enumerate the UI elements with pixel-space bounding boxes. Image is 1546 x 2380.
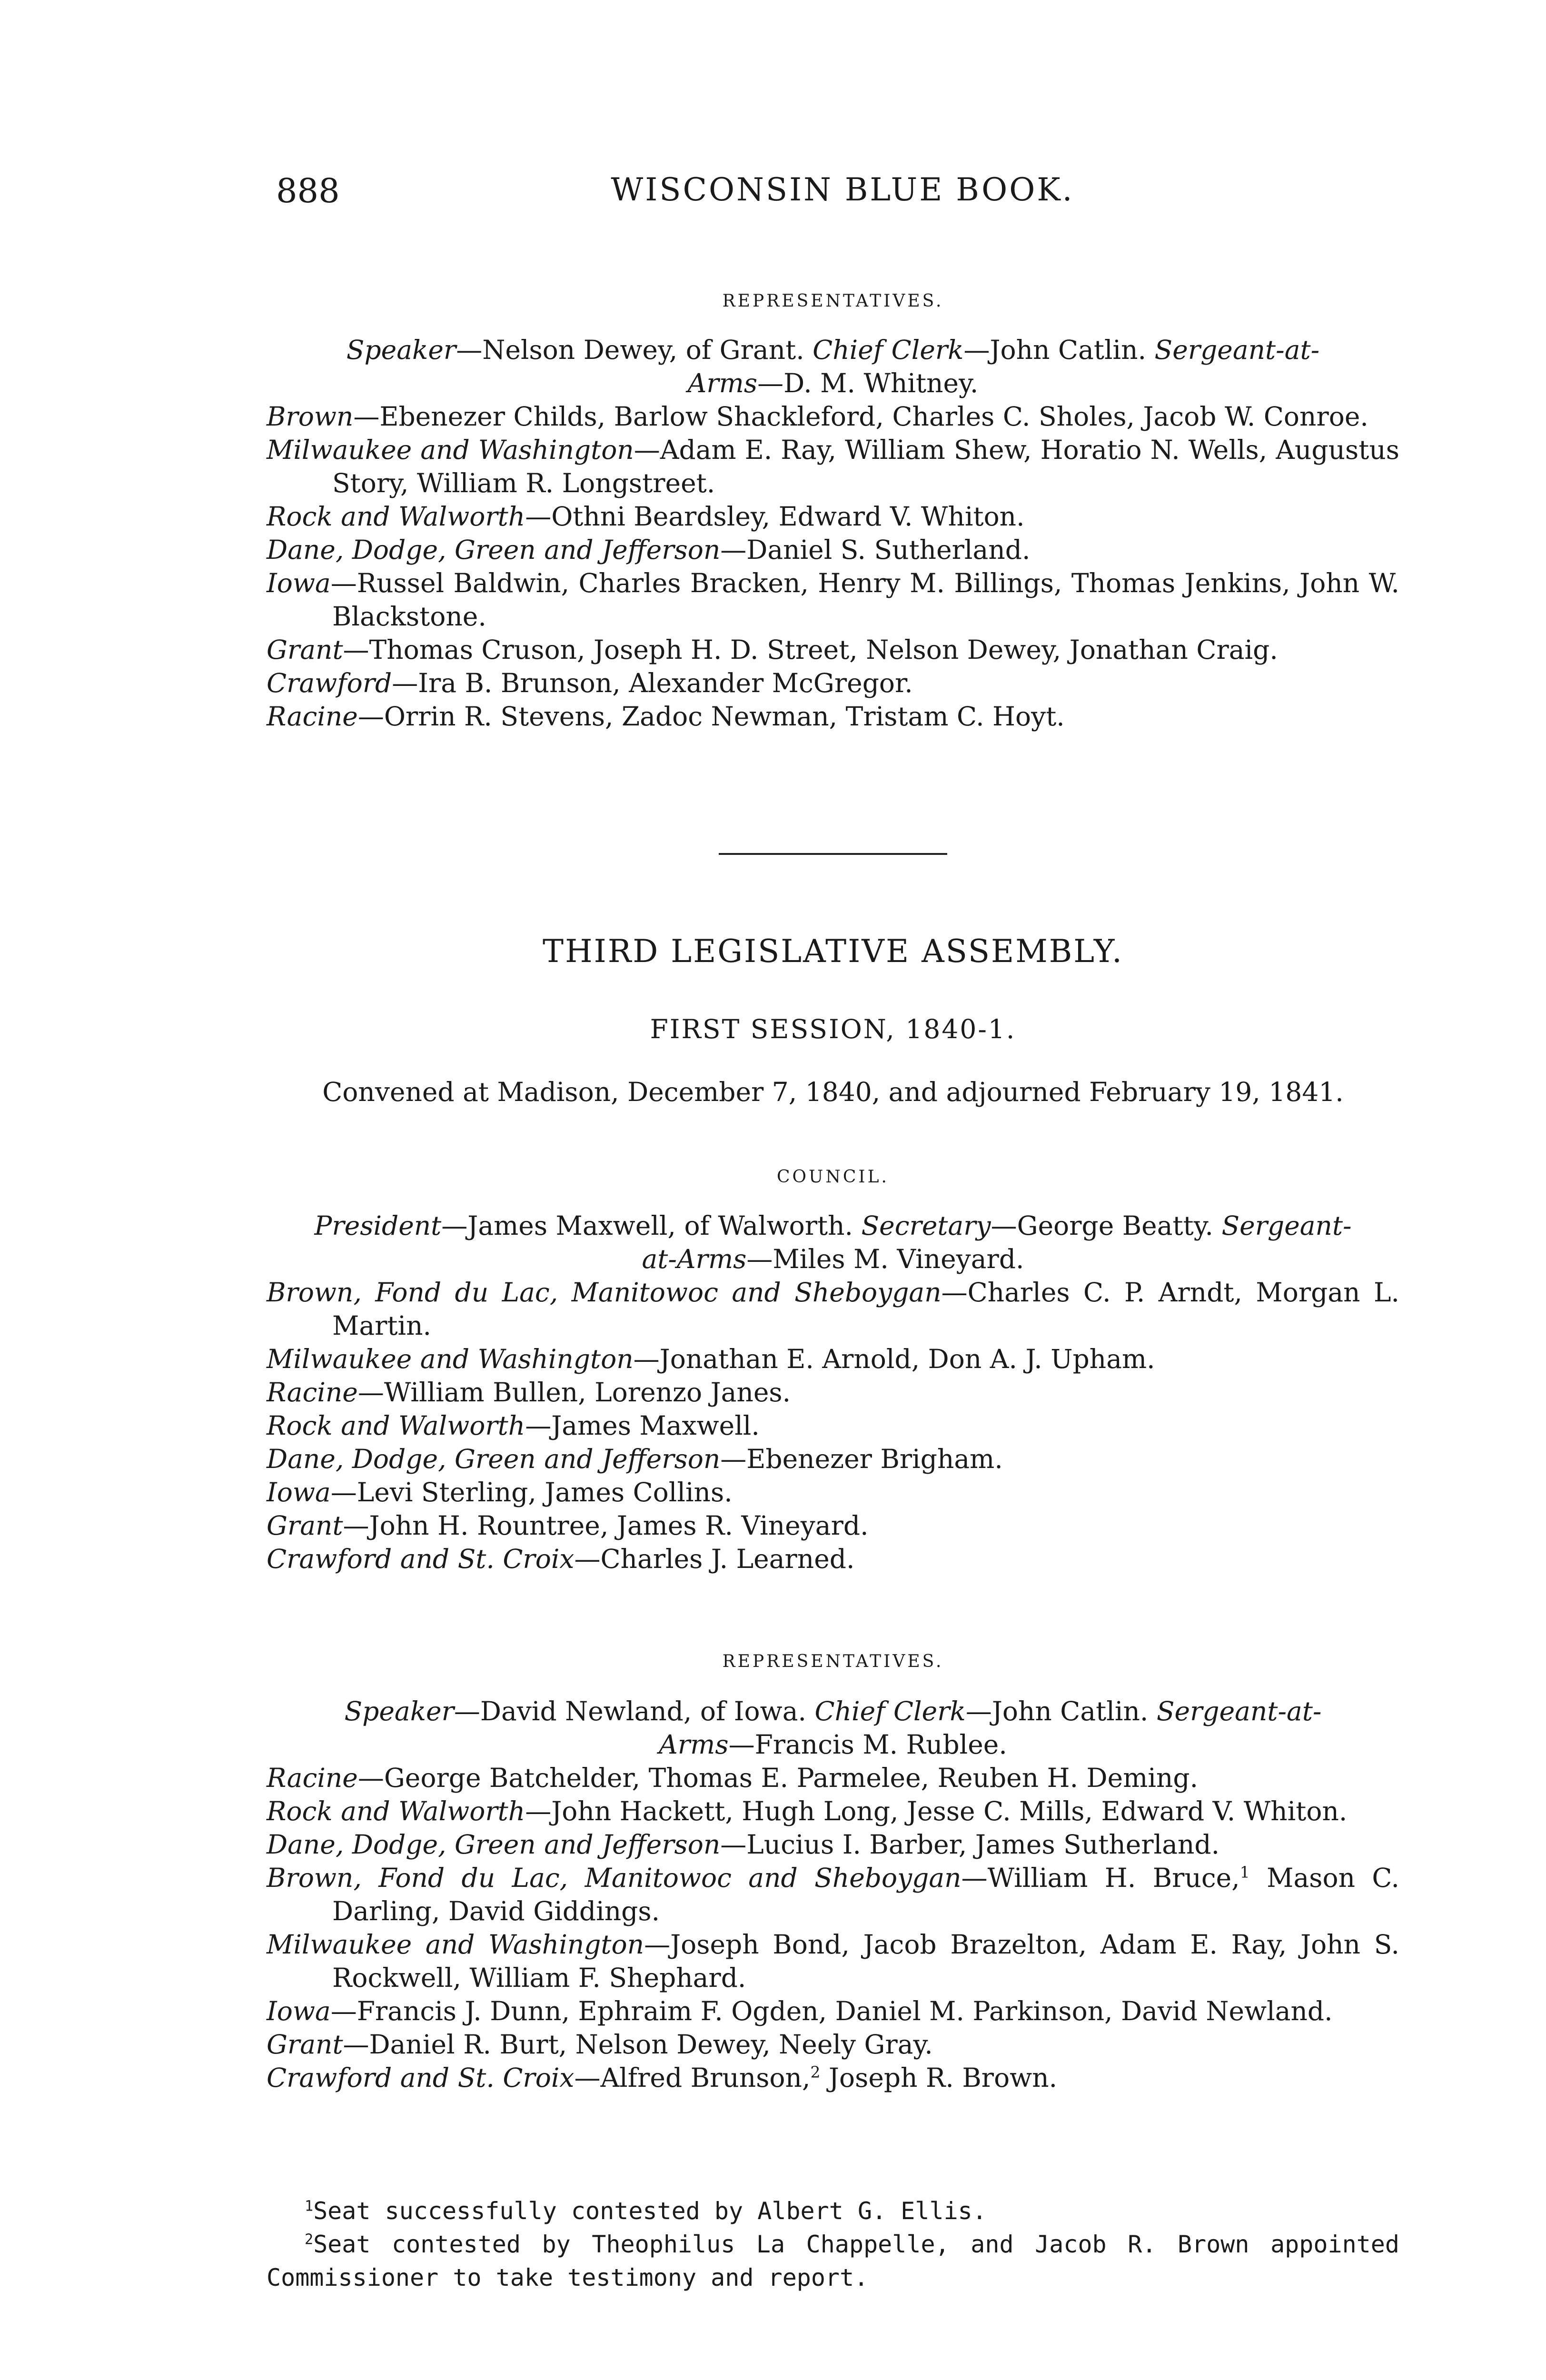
member-names: —John Hackett, Hugh Long, Jesse C. Mills, Edward V. Whiton. <box>525 1796 1348 1826</box>
secretary-label: Secretary <box>861 1210 991 1241</box>
district-entry <box>267 700 1399 733</box>
district-name: Crawford <box>267 668 392 698</box>
member-names: —Ebenezer Brigham. <box>720 1444 1003 1474</box>
member-names: —George Batchelder, Thomas E. Parmelee, Reuben H. Deming. <box>357 1763 1199 1793</box>
footnotes <box>267 2194 1399 2294</box>
member-names: —Charles C. P. Arndt, Morgan L. Martin. <box>332 1277 1399 1341</box>
district-name: Iowa <box>267 568 331 598</box>
speaker-name: —Nelson Dewey, of Grant. <box>456 335 813 365</box>
member-names: —Charles J. Learned. <box>574 1544 855 1574</box>
district-name: Brown, Fond du Lac, Manitowoc and Sheboygan <box>267 1277 941 1308</box>
footnote-text: Seat successfully contested by Albert G. Ellis. <box>313 2197 987 2225</box>
sergeant-name: —Miles M. Vineyard. <box>746 1244 1024 1274</box>
page-number: 888 <box>276 171 340 210</box>
district-entry <box>267 566 1399 633</box>
officers-line <box>267 333 1399 400</box>
member-names-cont: Joseph R. Brown. <box>820 2063 1058 2093</box>
district-name: Rock and Walworth <box>267 501 525 532</box>
member-names: —Ebenezer Childs, Barlow Shackleford, Charles C. Sholes, Jacob W. Conroe. <box>353 401 1368 432</box>
member-names: —William H. Bruce, <box>961 1863 1240 1893</box>
district-entry <box>267 433 1399 500</box>
district-name: Grant <box>267 2029 343 2060</box>
district-entry <box>267 1828 1399 1861</box>
district-name: Rock and Walworth <box>267 1410 525 1441</box>
member-names: —Othni Beardsley, Edward V. Whiton. <box>525 501 1025 532</box>
clerk-name: —John Catlin. <box>965 1696 1157 1726</box>
page-header <box>276 171 1409 214</box>
assembly-title: THIRD LEGISLATIVE ASSEMBLY. <box>543 933 1123 970</box>
district-entry <box>267 1376 1399 1409</box>
district-name: Milwaukee and Washington <box>267 435 634 465</box>
district-name: Racine <box>267 1763 358 1793</box>
district-entry <box>267 1409 1399 1442</box>
district-name: Iowa <box>267 1477 331 1507</box>
district-entry <box>267 2028 1399 2061</box>
speaker-label: Speaker <box>344 1696 454 1726</box>
district-name: Crawford and St. Croix <box>267 1544 575 1574</box>
footnote-mark: 2 <box>305 2231 314 2248</box>
member-names: —Adam E. Ray, William Shew, Horatio N. Wells, Augustus Story, William R. Longstreet. <box>332 435 1399 498</box>
footnote <box>267 2194 1399 2228</box>
district-entry <box>267 666 1399 700</box>
district-entry <box>267 1442 1399 1476</box>
district-entry <box>267 1928 1399 1994</box>
district-name: Rock and Walworth <box>267 1796 525 1826</box>
district-entry <box>267 1476 1399 1509</box>
member-names: —Thomas Cruson, Joseph H. D. Street, Nelson Dewey, Jonathan Craig. <box>343 635 1278 665</box>
footnote-marker: 1 <box>1239 1863 1250 1882</box>
sergeant-name: —D. M. Whitney. <box>757 368 979 398</box>
district-name: Grant <box>267 1510 343 1541</box>
district-name: Dane, Dodge, Green and Jefferson <box>267 1829 721 1860</box>
running-title: WISCONSIN BLUE BOOK. <box>611 171 1074 208</box>
sergeant-label: Sergeant-at- <box>1154 335 1320 365</box>
district-name: Racine <box>267 701 358 732</box>
district-entry <box>267 1795 1399 1828</box>
district-entry <box>267 500 1399 533</box>
member-names: —Daniel S. Sutherland. <box>720 535 1031 565</box>
member-names: —Daniel R. Burt, Nelson Dewey, Neely Gray. <box>343 2029 933 2060</box>
district-entry <box>267 1994 1399 2028</box>
council-list <box>267 1209 1399 1576</box>
footnote-marker: 2 <box>810 2063 821 2082</box>
section-heading-representatives: REPRESENTATIVES. <box>722 1652 944 1671</box>
representatives-list-1 <box>267 333 1399 733</box>
president-label: President <box>314 1210 442 1241</box>
district-name: Milwaukee and Washington <box>267 1929 644 1960</box>
district-entry <box>267 633 1399 666</box>
district-entry <box>267 1276 1399 1342</box>
member-names: —John H. Rountree, James R. Vineyard. <box>343 1510 869 1541</box>
representatives-list-2 <box>267 1695 1399 2094</box>
sergeant-label-cont: Arms <box>687 368 758 398</box>
district-name: Brown <box>267 401 354 432</box>
sergeant-label-cont: Arms <box>659 1729 729 1760</box>
officers-line <box>267 1695 1399 1761</box>
district-entry <box>267 1861 1399 1928</box>
clerk-name: —John Catlin. <box>963 335 1155 365</box>
district-entry <box>267 400 1399 433</box>
district-name: Dane, Dodge, Green and Jefferson <box>267 535 721 565</box>
clerk-label: Chief Clerk <box>814 1696 966 1726</box>
district-name: Crawford and St. Croix <box>267 2063 575 2093</box>
section-heading-council: COUNCIL. <box>776 1167 889 1187</box>
district-name: Milwaukee and Washington <box>267 1344 634 1374</box>
member-names: —Levi Sterling, James Collins. <box>330 1477 733 1507</box>
secretary-name: —George Beatty. <box>991 1210 1222 1241</box>
member-names: —Ira B. Brunson, Alexander McGregor. <box>392 668 913 698</box>
district-name: Dane, Dodge, Green and Jefferson <box>267 1444 721 1474</box>
section-heading-representatives: REPRESENTATIVES. <box>722 291 944 311</box>
footnote <box>267 2228 1399 2294</box>
sergeant-label-cont: at-Arms <box>642 1244 747 1274</box>
member-names: —Orrin R. Stevens, Zadoc Newman, Tristam C. Hoyt. <box>357 701 1065 732</box>
district-entry <box>267 1761 1399 1795</box>
sergeant-label: Sergeant-at- <box>1156 1696 1322 1726</box>
session-title: FIRST SESSION, 1840-1. <box>650 1014 1016 1044</box>
speaker-name: —David Newland, of Iowa. <box>454 1696 815 1726</box>
member-names: —Francis J. Dunn, Ephraim F. Ogden, Daniel M. Parkinson, David Newland. <box>330 1996 1333 2026</box>
district-entry <box>267 1542 1399 1576</box>
district-name: Brown, Fond du Lac, Manitowoc and Sheboygan <box>267 1863 961 1893</box>
speaker-label: Speaker <box>346 335 456 365</box>
footnote-mark: 1 <box>305 2198 314 2215</box>
sergeant-name: —Francis M. Rublee. <box>728 1729 1007 1760</box>
member-names: —Russel Baldwin, Charles Bracken, Henry M. Billings, Thomas Jenkins, John W. Blackstone. <box>330 568 1399 632</box>
district-entry <box>267 2061 1399 2094</box>
district-name: Iowa <box>267 1996 331 2026</box>
convened-line: Convened at Madison, December 7, 1840, and adjourned February 19, 1841. <box>322 1077 1344 1107</box>
member-names: —Jonathan E. Arnold, Don A. J. Upham. <box>633 1344 1155 1374</box>
officers-line <box>267 1209 1399 1276</box>
member-names-cont: Mason C. Darling, David Giddings. <box>332 1863 1400 1926</box>
clerk-label: Chief Clerk <box>813 335 964 365</box>
sergeant-label: Sergeant- <box>1221 1210 1352 1241</box>
member-names: —Alfred Brunson, <box>574 2063 811 2093</box>
footnote-text: Seat contested by Theophilus La Chappelle, and Jacob R. Brown appointed Commissioner to take testimony and report. <box>267 2231 1399 2291</box>
member-names: —Joseph Bond, Jacob Brazelton, Adam E. Ray, John S. Rockwell, William F. Shephard. <box>332 1929 1399 1993</box>
member-names: —James Maxwell. <box>525 1410 760 1441</box>
district-entry <box>267 1509 1399 1542</box>
district-name: Racine <box>267 1377 358 1408</box>
member-names: —William Bullen, Lorenzo Janes. <box>357 1377 791 1408</box>
member-names: —Lucius I. Barber, James Sutherland. <box>720 1829 1220 1860</box>
district-entry <box>267 1342 1399 1376</box>
district-name: Grant <box>267 635 343 665</box>
section-divider-rule <box>719 853 947 855</box>
president-name: —James Maxwell, of Walworth. <box>441 1210 862 1241</box>
district-entry <box>267 533 1399 566</box>
